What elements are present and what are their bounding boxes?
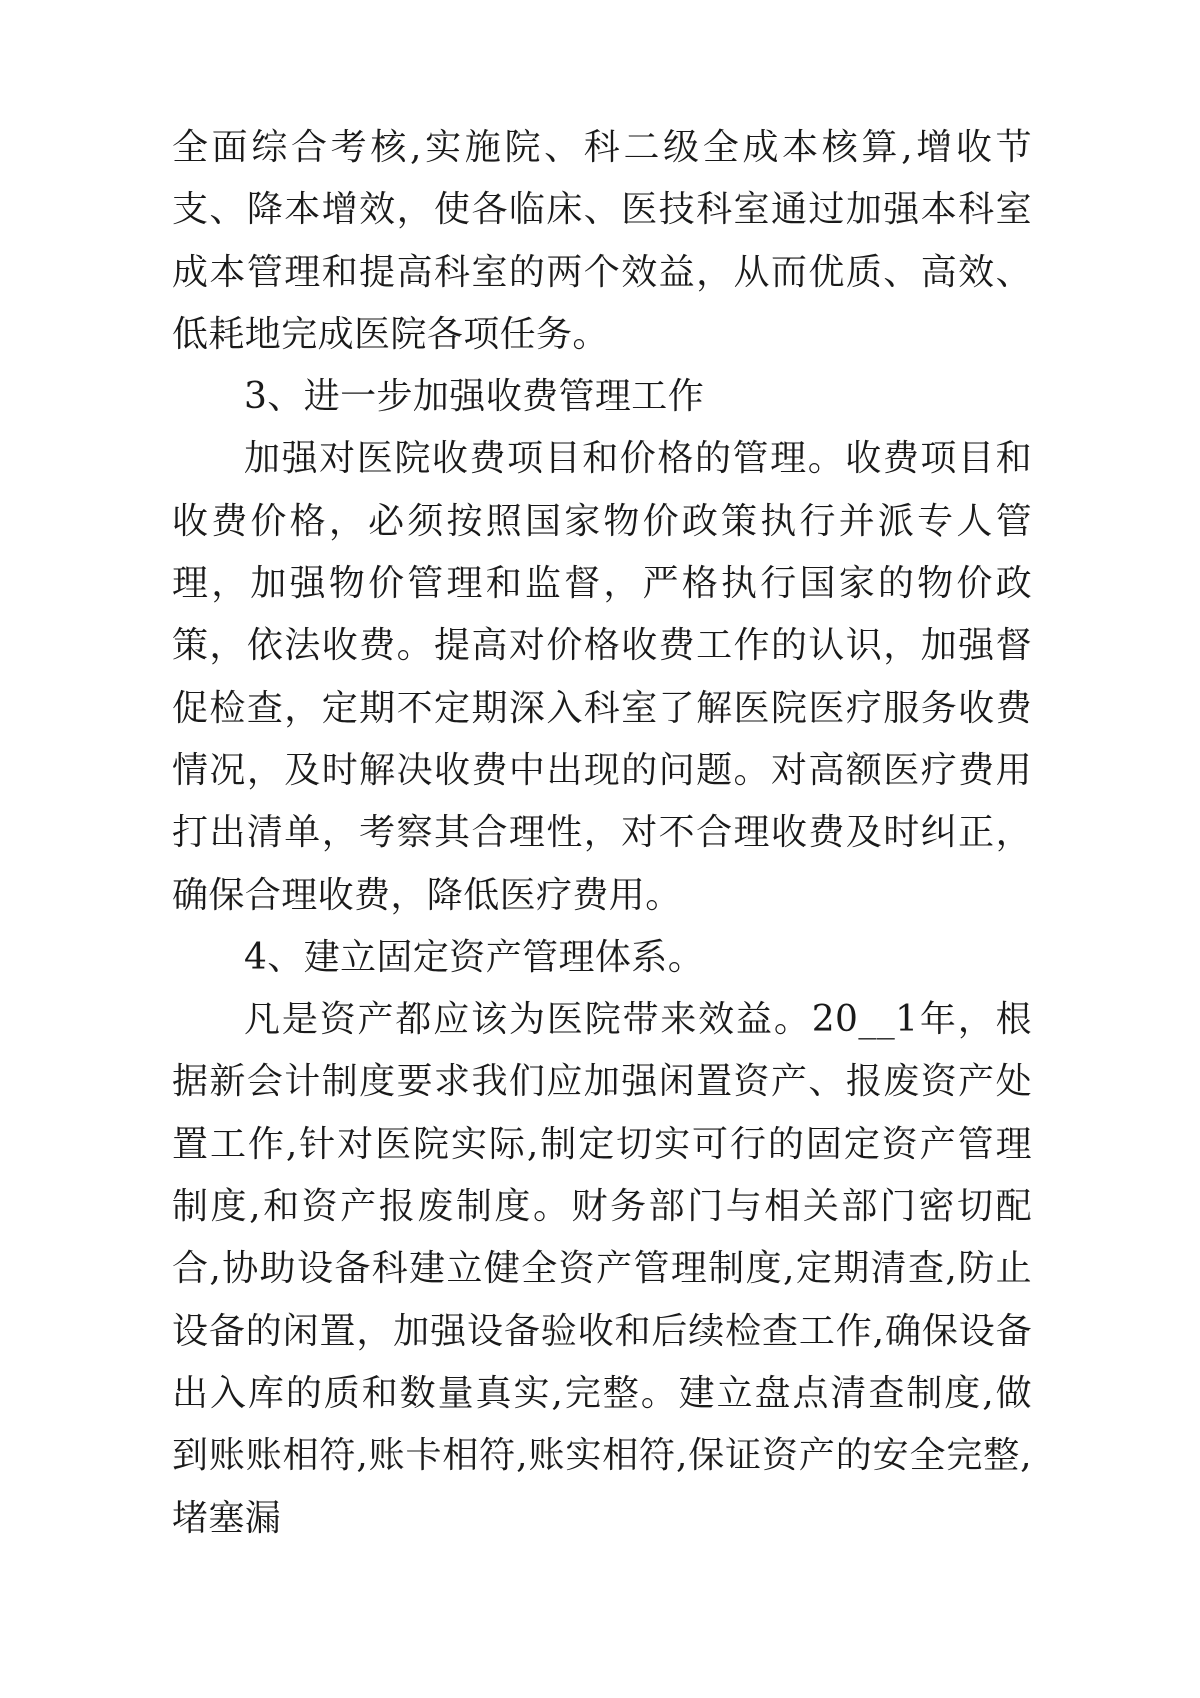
heading-fee-management: 3、进一步加强收费管理工作 (244, 376, 705, 418)
paragraph-fee-management: 加强对医院收费项目和价格的管理。收费项目和收费价格，必须按照国家物价政策执行并派专人管理，加强物价管理和监督，严格执行国家的物价政策，依法收费。提高对价格收费工作的认识，加强督促检查，定期不定期深入科室了解医院医疗服务收费情况，及时解决收费中出现的问题。对高额医疗费用打出清单，考察其合理性，对不合理收费及时纠正，确保合理收费，降低医疗费用。 (172, 438, 1032, 916)
document-body (172, 117, 1032, 1550)
paragraph-cost-accounting: 全面综合考核,实施院、科二级全成本核算,增收节支、降本增效，使各临床、医技科室通过加强本科室成本管理和提高科室的两个效益，从而优质、高效、低耗地完成医院各项任务。 (172, 127, 1032, 355)
heading-fixed-assets: 4、建立固定资产管理体系。 (244, 936, 705, 978)
paragraph-fixed-assets: 凡是资产都应该为医院带来效益。20__1年，根据新会计制度要求我们应加强闲置资产、报废资产处置工作,针对医院实际,制定切实可行的固定资产管理制度,和资产报废制度。财务部门与相关部门密切配合,协助设备科建立健全资产管理制度,定期清查,防止设备的闲置，加强设备验收和后续检查工作,确保设备出入库的质和数量真实,完整。建立盘点清查制度,做到账账相符,账卡相符,账实相符,保证资产的安全完整,堵塞漏 (172, 999, 1032, 1539)
